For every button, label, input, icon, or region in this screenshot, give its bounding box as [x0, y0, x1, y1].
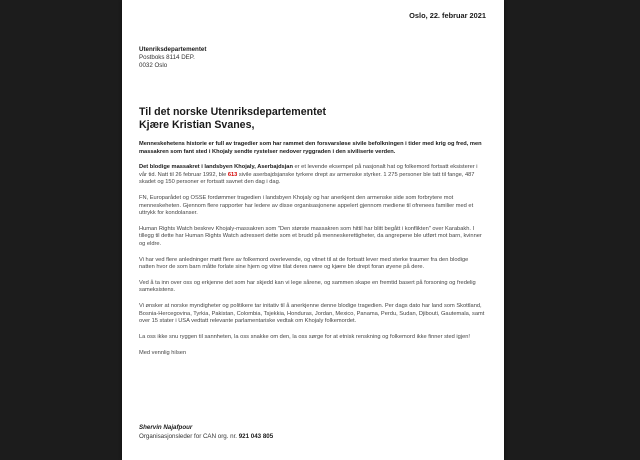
heading-title: Til det norske Utenriksdepartementet [139, 106, 327, 118]
recipient-address-line-1: Postboks 8114 DEP. [139, 54, 195, 61]
signature-block [139, 423, 273, 441]
letter-page [122, 0, 504, 460]
intro-paragraph: Menneskehetens historie er full av tragedier som har rammet den forsvarsløse sivile befolkningen i tider med krig og fred, men massakren som fant sted i Khojaly sendte rystelser nedover ryggraden i den siviliserte verden. [139, 141, 482, 155]
recipient-address [139, 46, 206, 70]
paragraph-text: sivile aserbajdsjanske tyrkere drept av armenske styrker. 1 275 personer ble tatt til fange, 487 skadet og 150 personer er fortsatt savnet den dag i dag. [139, 171, 475, 186]
recipient-org: Utenriksdepartementet [139, 46, 207, 53]
paragraph-hrw: Human Rights Watch beskrev Khojaly-massakren som "Den største massakren som hittil har blitt begått i konflikten" over Karabakh. I tillegg til dette har Human Rights Watch adressert dette som et brudd på menneskerettigheter, da angrepene ble utført mot barn, kvinner og eldre. [139, 225, 482, 247]
paragraph-text: er et levende eksempel på nasjonalt hat og folkemord fortsatt eksisterer i vår tid. Natt til 26 februar 1992, ble [139, 164, 478, 178]
recipient-address-line-2: 0032 Oslo [139, 62, 168, 69]
letter-body [139, 141, 485, 366]
paragraph-recognition: Vi ønsker at norske myndigheter og politikere tar initativ til å anerkjenne denne blodige tragedien. Per dags dato har land som Skottland, Bosnia-Hercegovina, Tyrkia, Pakistan, Colombia, Tsjekkia, Honduras, Jordan, Mexico, Panama, Perdu, Sudan, Djibouti, Gautemala, samt over 15 stater i USA vedtatt relevante parlamentariske vedtak om Khojaly folkemordet. [139, 303, 485, 325]
org-number: 921 043 805 [238, 433, 274, 440]
paragraph-massacre [139, 164, 485, 187]
paragraph-survivors: Vi har ved flere anledninger møtt flere av folkemord overlevende, og vitnet til at de fortsatt lever med sterke traumer fra den blodige natten hvor de som barn måtte forlate sine hjem og vitne tilat deres nære og kjære ble drept foran øyene på dere. [139, 256, 469, 271]
signer-title [139, 432, 273, 441]
paragraph-reconciliation: Ved å ta inn over oss og erkjenne det som har skjedd kan vi lege sårene, og sammen skape en fremtid basert på forsoning og fredelig sameksistens. [139, 279, 476, 294]
paragraph-appeal: La oss ikke snu ryggen til sannheten, la oss snakke om den, la oss sørge for at etnisk renskning og folkemord ikke finner sted igjen! [139, 334, 470, 341]
letter-heading [139, 106, 326, 131]
paragraph-lead: Det blodige massakret i landsbyen Khojaly, Aserbajdsjan [139, 164, 293, 171]
victim-count: 613 [227, 171, 238, 178]
letter-date: Oslo, 22. februar 2021 [409, 11, 486, 20]
signer-role: Organisasjonsleder for CAN org. nr. [139, 433, 239, 440]
signer-name: Shervin Najafpour [139, 424, 193, 431]
heading-salutation: Kjære Kristian Svanes, [139, 118, 255, 131]
closing: Med vennlig hilsen [139, 349, 187, 356]
paragraph-un-osce: FN, Europarådet og OSSE fordømmer tragedien i landsbyen Khojaly og har anerkjent den armenske side som forbrytere mot menneskeheten. Gjennom flere rapporter har ledere av disse organisasjonene appelert gjennom mediene til ofrenees familier med et uttrykk for kondolanser. [139, 195, 474, 217]
